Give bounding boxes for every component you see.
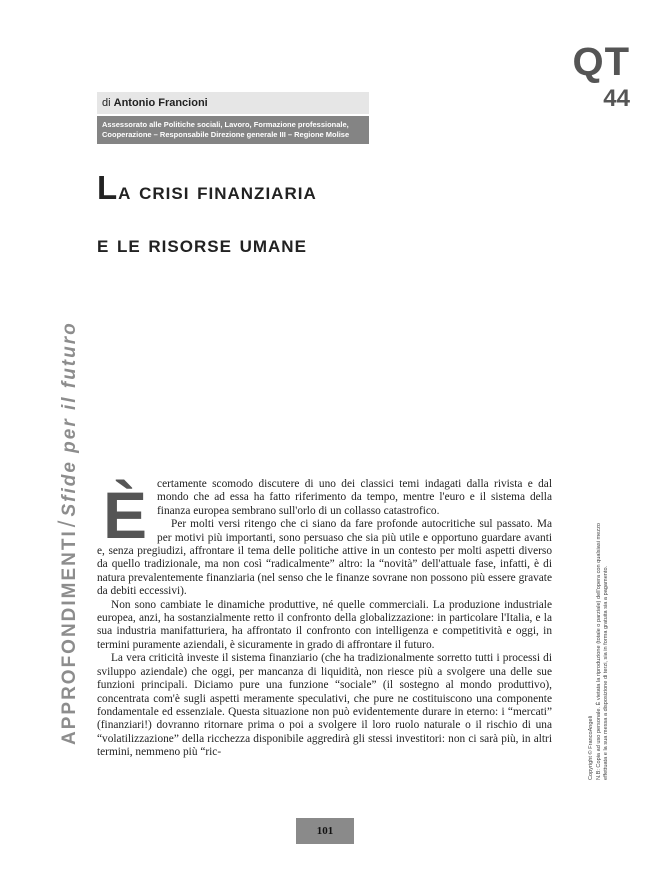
- series-number: 44: [603, 85, 630, 112]
- section-name: APPROFONDIMENTI: [59, 529, 80, 745]
- section-side-label: [54, 295, 82, 745]
- series-label: QT: [572, 40, 630, 84]
- author-box: [97, 92, 369, 144]
- page-number: 101: [296, 818, 354, 844]
- author-byline: [97, 92, 369, 114]
- series-code: [550, 40, 630, 112]
- title-initial: L: [97, 169, 119, 206]
- title-line1-rest: a crisi finanziaria: [118, 178, 317, 205]
- title-line1: [97, 168, 577, 212]
- author-affiliation: [97, 116, 369, 144]
- author-prefix: di: [102, 97, 111, 109]
- author-role-line2: Cooperazione – Responsabile Direzione generale III – Regione Molise: [102, 130, 350, 139]
- copyright-line1: Copyright © FrancoAngeli: [588, 715, 594, 780]
- copyright-notice: [588, 440, 611, 780]
- paragraph-1: certamente scomodo discutere di uno dei classici temi indagati dalla rivista e dal mondo che ad essa ha fatto riferimento da tempo, mentre l'euro e il sistema della finanza europea sembrano sull'orlo di un collasso catastrofico.: [157, 478, 552, 517]
- author-role-line1: Assessorato alle Politiche sociali, Lavoro, Formazione professionale,: [102, 120, 349, 129]
- copyright-line2: N.B: Copia ad uso personale. È vietata la riproduzione (totale o parziale) dell'opera con qualsiasi mezzo: [595, 523, 602, 780]
- paragraph-3: Non sono cambiate le dinamiche produttive, né quelle commerciali. La produzione industriale europea, anzi, ha sostanzialmente retto il confronto della globalizzazione: in particolare l'Italia, e la sua industria manifatturiera, ha affrontato il confronto con intelligenza e competitività e oggi, in termini puramente aziendali, è sicuramente in grado di affrontare il futuro.: [97, 598, 552, 651]
- article-body: [97, 478, 552, 760]
- title-line2-text: e le risorse umane: [97, 231, 307, 258]
- paragraph-2: Per molti versi ritengo che ci siano da fare profonde autocritiche sul passato. Ma per motivi più importanti, sono persuaso che sia più utile e opportuno guardare avanti e, senza pregiudizi, affrontare il tema delle politiche attive in un contesto per molti aspetti diverso da quello tradizionale, ma non così “radicalmente” altro: la “novità” dell'attuale fase, infatti, è di natura prevalentemente finanziaria (nel senso che le finanze sovrane non possono più essere gravate da debiti eccessivi).: [97, 518, 552, 598]
- paragraph-4: La vera criticità investe il sistema finanziario (che ha tradizionalmente sorretto tutti i processi di sviluppo aziendale) che oggi, per mancanza di liquidità, non riesce più a svolgere una delle sue funzioni principali. Diciamo pure una funzione “sociale” (il sostegno al mondo produttivo), concentrata com'è sugli aspetti meramente speculativi, che pure ne costituiscono una componente fondamentale ed essenziale. Questa situazione non può evidentemente durare in eterno: i “mercati” (finanziari!) dovranno ritornare prima o poi a svolgere il loro ruolo naturale o il rischio di una “volatilizzazione” della ricchezza disponibile aggredirà gli stessi investitori: non ci sarà più, in altri termini, nemmeno più “ric-: [97, 652, 552, 759]
- subsection-name: Sfide per il futuro: [59, 321, 80, 517]
- section-separator: /: [54, 518, 81, 528]
- copyright-line3: effettuata e la sua messa a disposizione di terzi, sia in forma gratuita sia a pagamento.: [603, 565, 609, 780]
- title-line2: [97, 228, 577, 262]
- article-title: [97, 168, 577, 262]
- author-name: Antonio Francioni: [113, 97, 208, 109]
- drop-cap: È: [103, 478, 148, 552]
